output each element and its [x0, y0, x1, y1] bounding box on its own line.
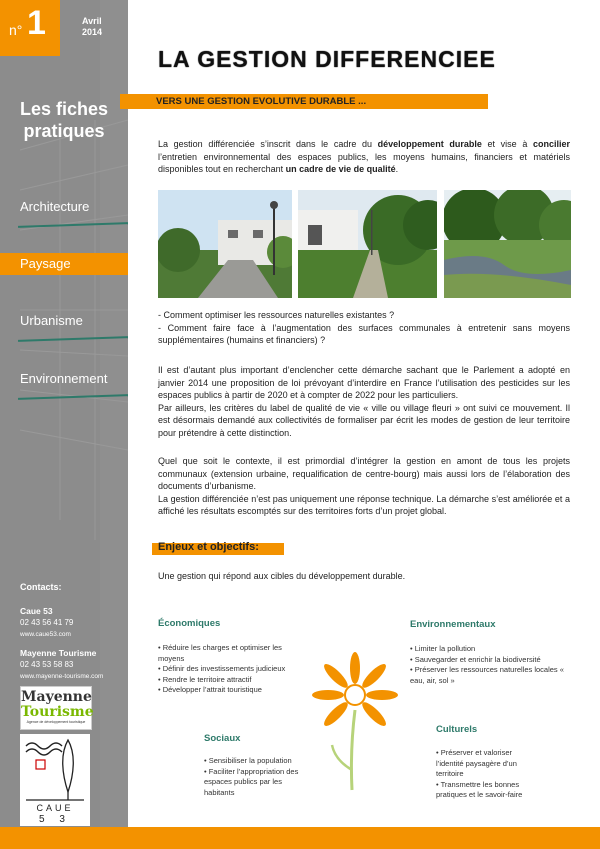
- logo-text: Mayenne: [21, 689, 92, 705]
- list-item: • Rendre le territoire attractif: [158, 674, 252, 684]
- nav-item-architecture[interactable]: Architecture: [20, 199, 90, 214]
- caue-letters: CAUE: [36, 803, 74, 813]
- issue-year: 2014: [82, 27, 103, 37]
- mayenne-tourisme-logo: [20, 686, 92, 730]
- contact-tourisme-name: Mayenne Tourisme: [20, 648, 97, 658]
- list-environnementaux: [410, 644, 570, 686]
- intro-bold: développement durable: [377, 139, 482, 149]
- footer-bar: [0, 827, 600, 849]
- list-item: • Développer l’attrait touristique: [158, 685, 262, 695]
- sidebar-title-line1: Les fiches: [19, 99, 109, 119]
- caue-number: 5 3: [39, 814, 71, 825]
- intro-text: l’entretien environnemental des espaces publics, les moyens humains, financiers et matériels disponibles tout en recherchant: [158, 151, 570, 174]
- intro-bold: un cadre de vie de qualité: [285, 164, 396, 174]
- list-item: • Préserver les ressources naturelles locales « eau, air, sol »: [410, 665, 564, 685]
- list-item: • Transmettre les bonnes pratiques et le savoir-faire: [436, 779, 523, 800]
- list-item: • Préserver et valoriser l’identité paysagère d’un territoire: [436, 748, 517, 779]
- body-text: Il est d’autant plus important d’enclencher cette démarche sachant que le Parlement a adopté en janvier 2014 une proposition de loi prévoyant d’interdire en France l’utilisation des pesticides sur les espaces publics à partir de 2020 et à compter de 2022 pour les particuliers.: [158, 365, 570, 400]
- issue-number: 1: [27, 4, 46, 42]
- list-economiques: [158, 643, 298, 696]
- list-item: • Limiter la pollution: [410, 644, 476, 653]
- category-sociaux: Sociaux: [204, 733, 241, 744]
- intro-text: La gestion différenciée s’inscrit dans le cadre du: [158, 139, 378, 149]
- body-text: Quel que soit le contexte, il est primordial d’intégrer la gestion en amont de tous les projets communaux (extension urbaine, requalification de centre-bourg) mais aussi lors de l’élaboration des documents d’urbanisme.: [158, 456, 570, 491]
- sun-flower-illustration: [300, 650, 410, 800]
- list-item: • Sensibiliser la population: [204, 756, 292, 765]
- issue-month: Avril: [82, 16, 102, 26]
- logo-tagline: Agence de développement touristique: [26, 720, 86, 724]
- contact-tourisme-web[interactable]: www.mayenne-tourisme.com: [20, 673, 104, 680]
- nav-item-environnement[interactable]: Environnement: [20, 371, 108, 386]
- logo-text: Tourisme: [21, 704, 94, 720]
- caue-logo: [20, 734, 90, 826]
- intro-paragraph: [158, 138, 570, 176]
- caue-logo-graphic: [20, 734, 90, 826]
- nav-item-paysage[interactable]: Paysage: [0, 253, 128, 275]
- contact-caue-name: Caue 53: [20, 606, 53, 616]
- page-title: LA GESTION DIFFERENCIEE: [158, 46, 496, 72]
- objectives-intro: Une gestion qui répond aux cibles du développement durable.: [158, 571, 406, 581]
- intro-text: et vise à: [481, 139, 533, 149]
- list-sociaux: [204, 756, 304, 798]
- body-text: La gestion différenciée n’est pas uniquement une réponse technique. La démarche s’est améliorée et a affiché les résultats escomptés sur des territoires forts d’un projet global.: [158, 493, 570, 516]
- body-text: Par ailleurs, les critères du label de qualité de vie « ville ou village fleuri » ont suivi ce mouvement. Il est désormais demandé aux collectivités de formaliser par écrit les modes de gestion de leur territoire pour prétendre à cette distinction.: [158, 402, 570, 438]
- sidebar-title: [0, 98, 128, 142]
- category-economiques: Économiques: [158, 618, 221, 629]
- question-item: - Comment optimiser les ressources naturelles existantes ?: [158, 310, 395, 320]
- photo-path: [298, 190, 437, 298]
- body-paragraph: [158, 455, 570, 518]
- list-item: • Définir des investissements judicieux: [158, 664, 286, 674]
- contact-caue-phone: 02 43 56 41 79: [20, 618, 74, 627]
- issue-date: [82, 16, 102, 38]
- category-environnementaux: Environnementaux: [410, 619, 496, 630]
- photo-wetland: [444, 190, 571, 298]
- issue-prefix: n°: [9, 22, 23, 38]
- sidebar-title-line2: pratiques: [23, 121, 105, 141]
- issue-badge: [0, 0, 60, 56]
- contact-tourisme: [20, 648, 103, 682]
- nav-item-urbanisme[interactable]: Urbanisme: [20, 313, 83, 328]
- body-paragraph: [158, 364, 570, 439]
- contact-caue: [20, 606, 73, 640]
- objectives-heading: Enjeux et objectifs:: [158, 541, 259, 553]
- contacts-label: Contacts:: [20, 582, 62, 592]
- category-culturels: Culturels: [436, 724, 478, 735]
- intro-bold: concilier: [532, 139, 570, 149]
- question-item: - Comment faire face à l’augmentation des surfaces communales à entretenir sans moyens supplémentaires (humains et financiers) ?: [158, 322, 570, 345]
- list-culturels: [436, 748, 536, 801]
- list-item: • Réduire les charges et optimiser les moyens: [158, 643, 282, 663]
- contact-tourisme-phone: 02 43 53 58 83: [20, 660, 74, 669]
- questions-block: [158, 309, 570, 347]
- contact-caue-web[interactable]: www.caue53.com: [20, 631, 71, 638]
- photo-street: [158, 190, 292, 298]
- list-item: • Faciliter l’appropriation des espaces publics par les habitants: [204, 766, 299, 797]
- list-item: • Sauvegarder et enrichir la biodiversité: [410, 654, 541, 664]
- page-subtitle: VERS UNE GESTION EVOLUTIVE DURABLE ...: [156, 96, 367, 107]
- intro-text: .: [395, 164, 399, 174]
